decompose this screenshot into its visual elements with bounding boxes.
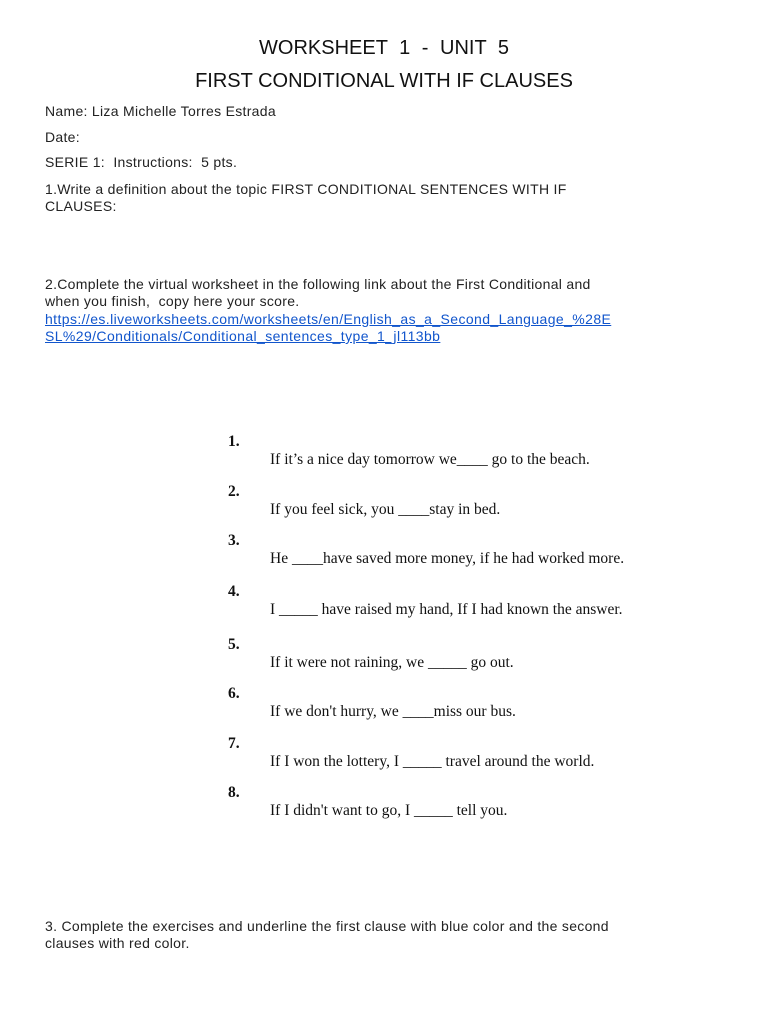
question-1-line-1: 1.Write a definition about the topic FIRST CONDITIONAL SENTENCES WITH IF [45,181,567,197]
exercise-number: 8. [228,784,240,801]
question-2-line-2: when you finish, copy here your score. [45,293,300,309]
exercise-sentence: If I didn't want to go, I _____ tell you. [270,802,508,819]
exercise-number: 2. [228,483,240,500]
exercise-item [228,766,748,819]
exercise-sentence: If I won the lottery, I _____ travel around the world. [270,753,595,770]
exercise-item [228,514,748,567]
exercise-item [228,465,748,518]
exercise-sentence: If we don't hurry, we ____miss our bus. [270,703,516,720]
exercise-number: 4. [228,583,240,600]
question-2-line-1: 2.Complete the virtual worksheet in the following link about the First Conditional and [45,276,591,292]
question-3-line-2: clauses with red color. [45,935,190,951]
question-1-line-2: CLAUSES: [45,198,117,214]
worksheet-link-line-2[interactable]: SL%29/Conditionals/Conditional_sentences_type_1_jl113bb [45,328,441,344]
exercise-number: 3. [228,532,240,549]
exercise-item [228,618,748,671]
worksheet-link-line-1[interactable]: https://es.liveworksheets.com/worksheets/en/English_as_a_Second_Language_%28E [45,311,612,327]
exercise-sentence: He ____have saved more money, if he had worked more. [270,550,625,567]
exercise-number: 1. [228,433,240,450]
serie-instructions: SERIE 1: Instructions: 5 pts. [45,154,238,170]
exercise-number: 5. [228,636,240,653]
student-name: Name: Liza Michelle Torres Estrada [45,103,276,119]
date-field: Date: [45,129,80,145]
worksheet-title: WORKSHEET 1 - UNIT 5 [259,37,509,59]
worksheet-subtitle: FIRST CONDITIONAL WITH IF CLAUSES [195,70,573,92]
exercise-item [228,667,748,720]
exercise-sentence: If it’s a nice day tomorrow we____ go to the beach. [270,451,590,468]
exercise-item [228,415,748,468]
exercise-sentence: If it were not raining, we _____ go out. [270,654,514,671]
question-3-line-1: 3. Complete the exercises and underline the first clause with blue color and the second [45,918,609,934]
exercise-sentence: I _____ have raised my hand, If I had known the answer. [270,601,623,618]
exercise-number: 7. [228,735,240,752]
exercise-item [228,565,748,618]
exercise-number: 6. [228,685,240,702]
exercise-item [228,717,748,770]
exercise-sentence: If you feel sick, you ____stay in bed. [270,501,501,518]
